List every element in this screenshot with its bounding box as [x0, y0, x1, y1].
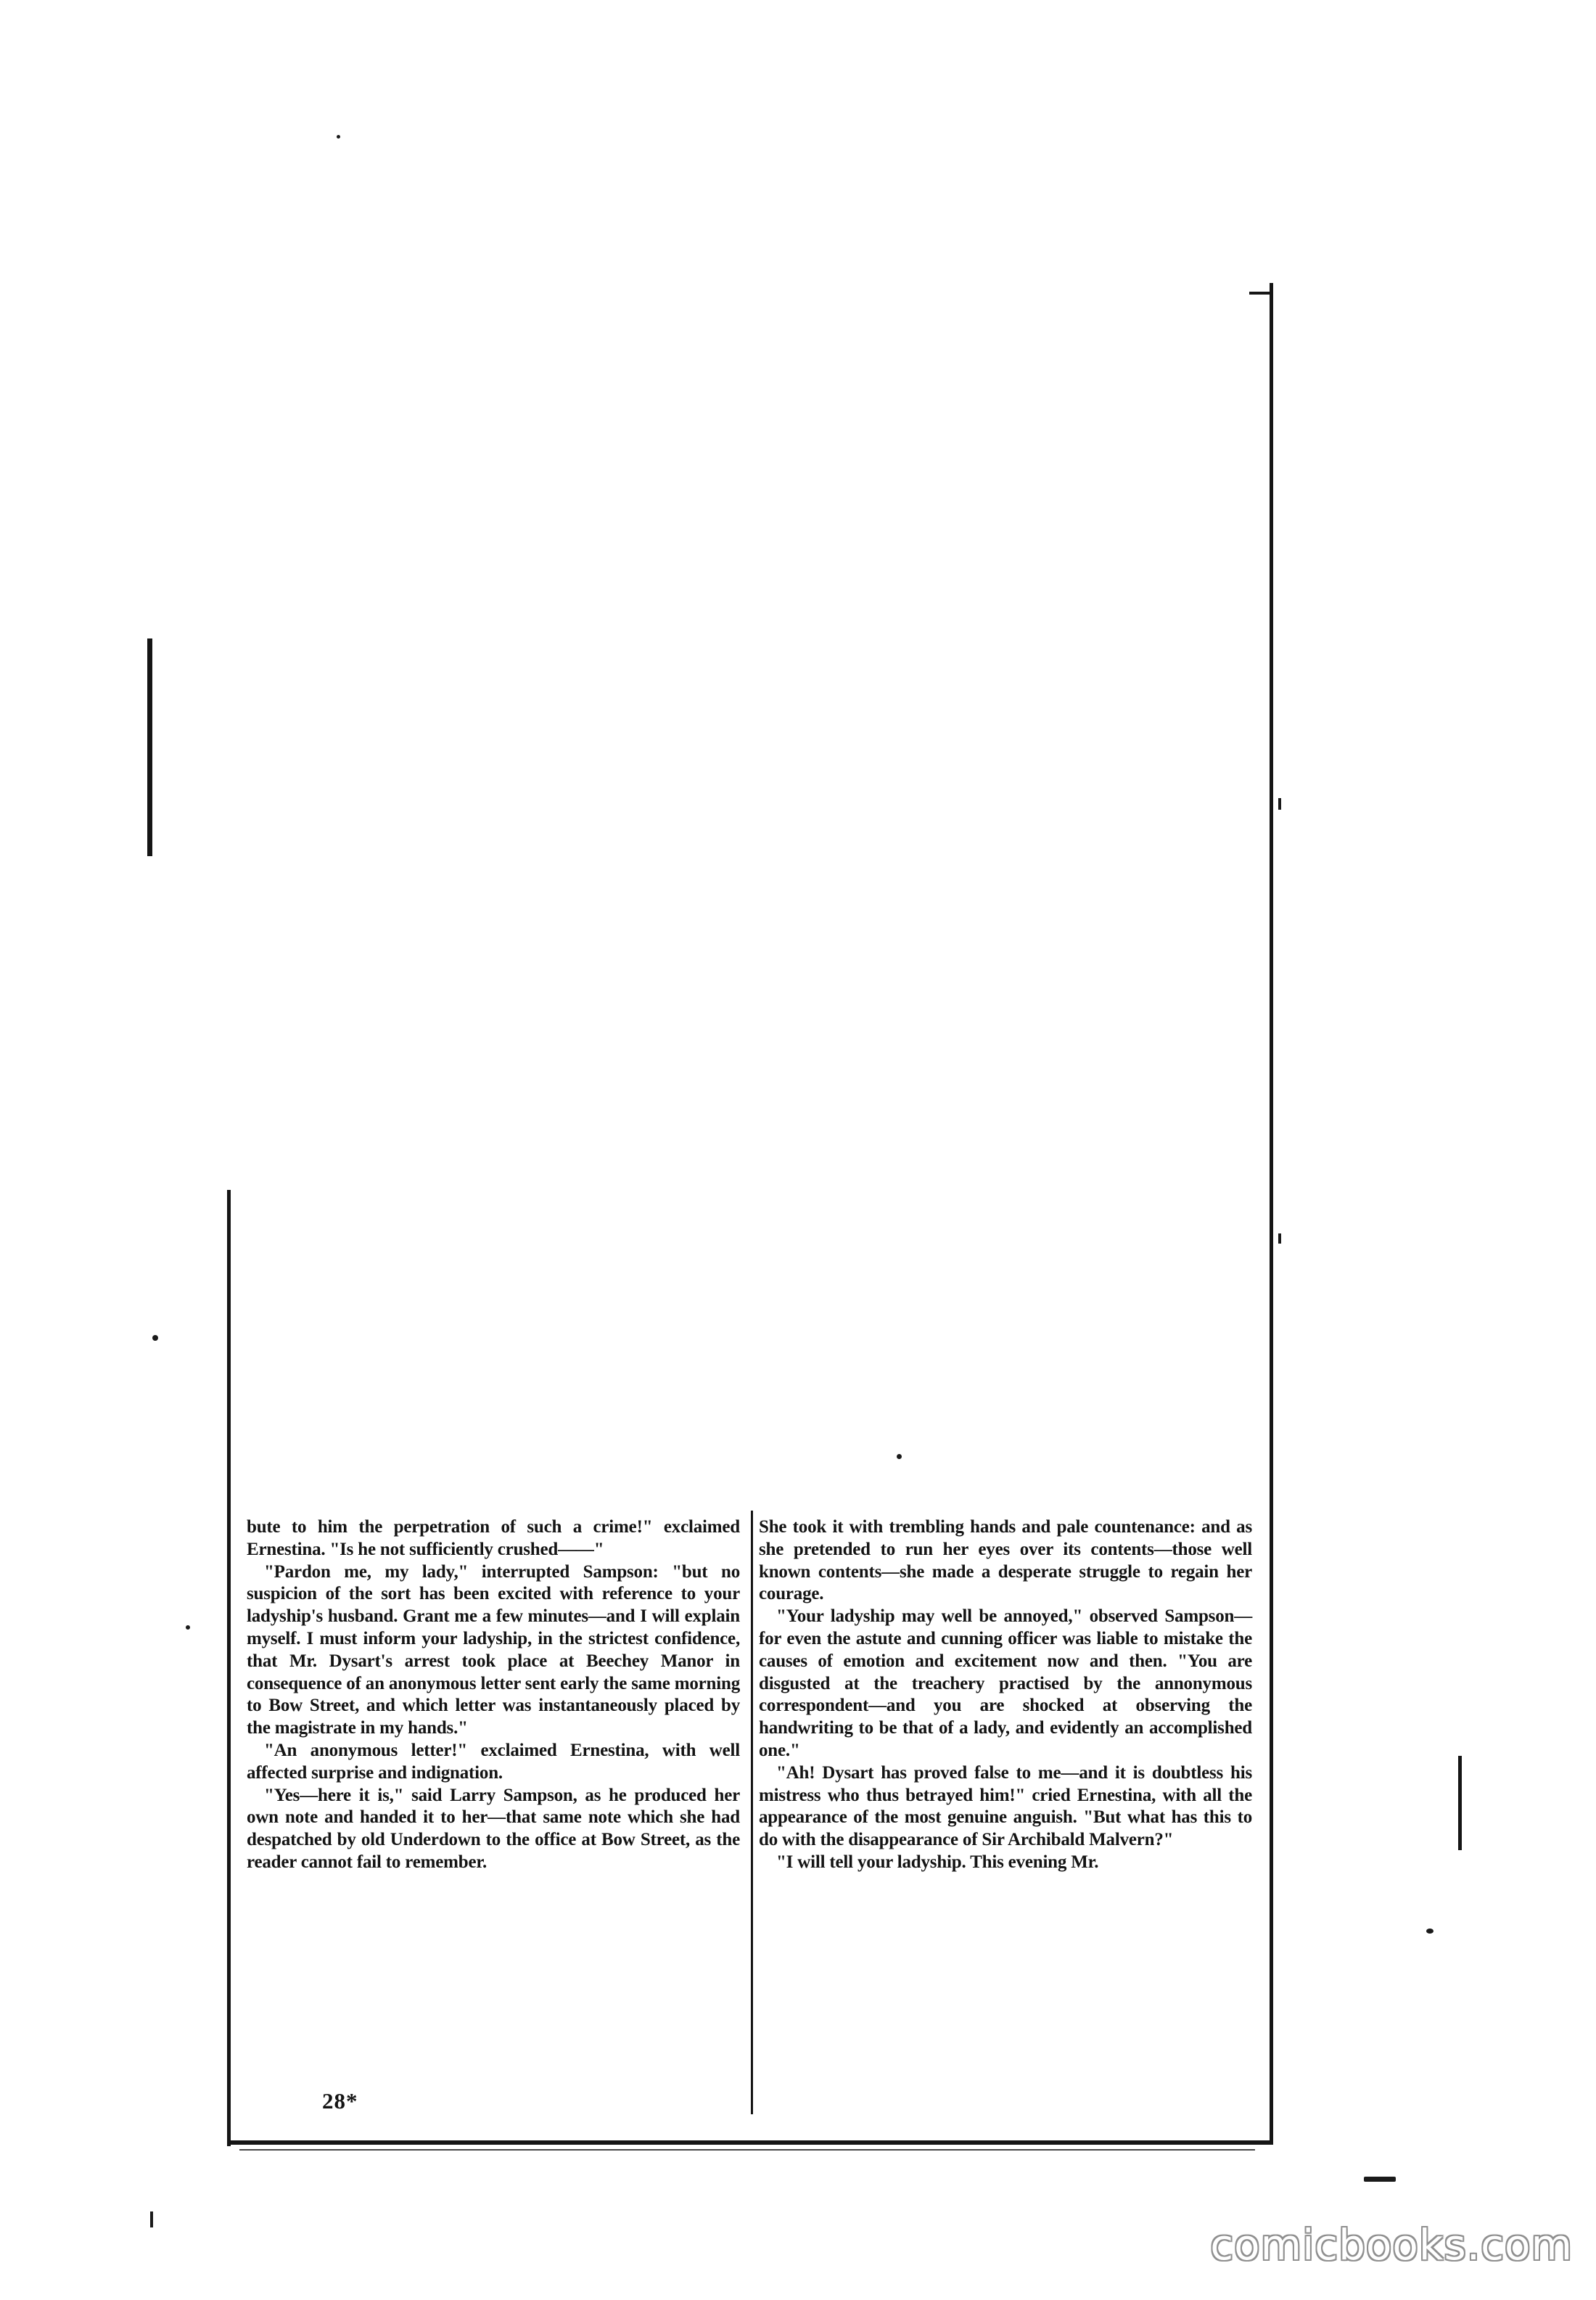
left-margin-mark	[147, 638, 152, 856]
scan-speck	[152, 1335, 158, 1341]
bottom-frame-rule	[227, 2140, 1273, 2145]
paragraph: "Ah! Dysart has proved false to me—and it is doubtless his mistress who thus betrayed him!" cried Ernestina, with all the appearance of the most genuine anguish. "But what has this to do with the disappearance of Sir Archibald Malvern?"	[759, 1762, 1252, 1850]
paragraph: bute to him the perpetration of such a crime!" exclaimed Ernestina. "Is he not sufficiently crushed——"	[247, 1517, 740, 1559]
scan-speck	[1364, 2177, 1396, 2182]
right-frame-rule	[1270, 1404, 1273, 2143]
bottom-double-rule	[239, 2149, 1255, 2151]
top-corner-tick	[1249, 292, 1272, 295]
paragraph: "I will tell your ladyship. This evening Mr.	[776, 1852, 1099, 1872]
right-edge-mark	[1458, 1756, 1462, 1850]
paragraph: "An anonymous letter!" exclaimed Ernestina, with well affected surprise and indignation.	[247, 1740, 740, 1783]
column-divider-rule	[751, 1511, 753, 2114]
left-frame-rule	[227, 1190, 231, 2146]
left-text-column	[247, 1516, 740, 1874]
scan-speck	[897, 1454, 902, 1459]
scan-speck	[1278, 798, 1281, 810]
watermark: comicbooks.com	[1210, 2220, 1573, 2270]
paragraph: "Yes—here it is," said Larry Sampson, as he produced her own note and handed it to her—that same note which she had despatched by old Underdown to the office at Bow Street, as the reader cannot fail to remember.	[247, 1785, 740, 1872]
right-text-column	[759, 1516, 1252, 1874]
right-border-rule	[1270, 283, 1273, 1404]
paragraph: She took it with trembling hands and pale countenance: and as she pretended to run her eyes over its contents—those well known contents—she made a desperate struggle to regain her courage.	[759, 1517, 1252, 1604]
paragraph: "Your ladyship may well be annoyed," observed Sampson—for even the astute and cunning officer was liable to mistake the causes of emotion and excitement now and then. "You are disgusted at the treachery practised by the annonymous correspondent—and you are shocked at observing the handwriting to be that of a lady, and evidently an accomplished one."	[759, 1606, 1252, 1760]
scan-speck	[150, 2211, 153, 2227]
scan-speck	[1278, 1233, 1281, 1244]
scan-speck	[1426, 1929, 1433, 1934]
scan-speck	[186, 1625, 190, 1630]
page-folio: 28*	[322, 2088, 358, 2114]
paragraph: "Pardon me, my lady," interrupted Sampson: "but no suspicion of the sort has been excited with reference to your ladyship's husband. Grant me a few minutes—and I will explain myself. I must inform your ladyship, in the strictest confidence, that Mr. Dysart's arrest took place at Beechey Manor in consequence of an anonymous letter sent early the same morning to Bow Street, and which letter was instantaneously placed by the magistrate in my hands."	[247, 1561, 740, 1738]
scan-speck	[337, 135, 340, 139]
